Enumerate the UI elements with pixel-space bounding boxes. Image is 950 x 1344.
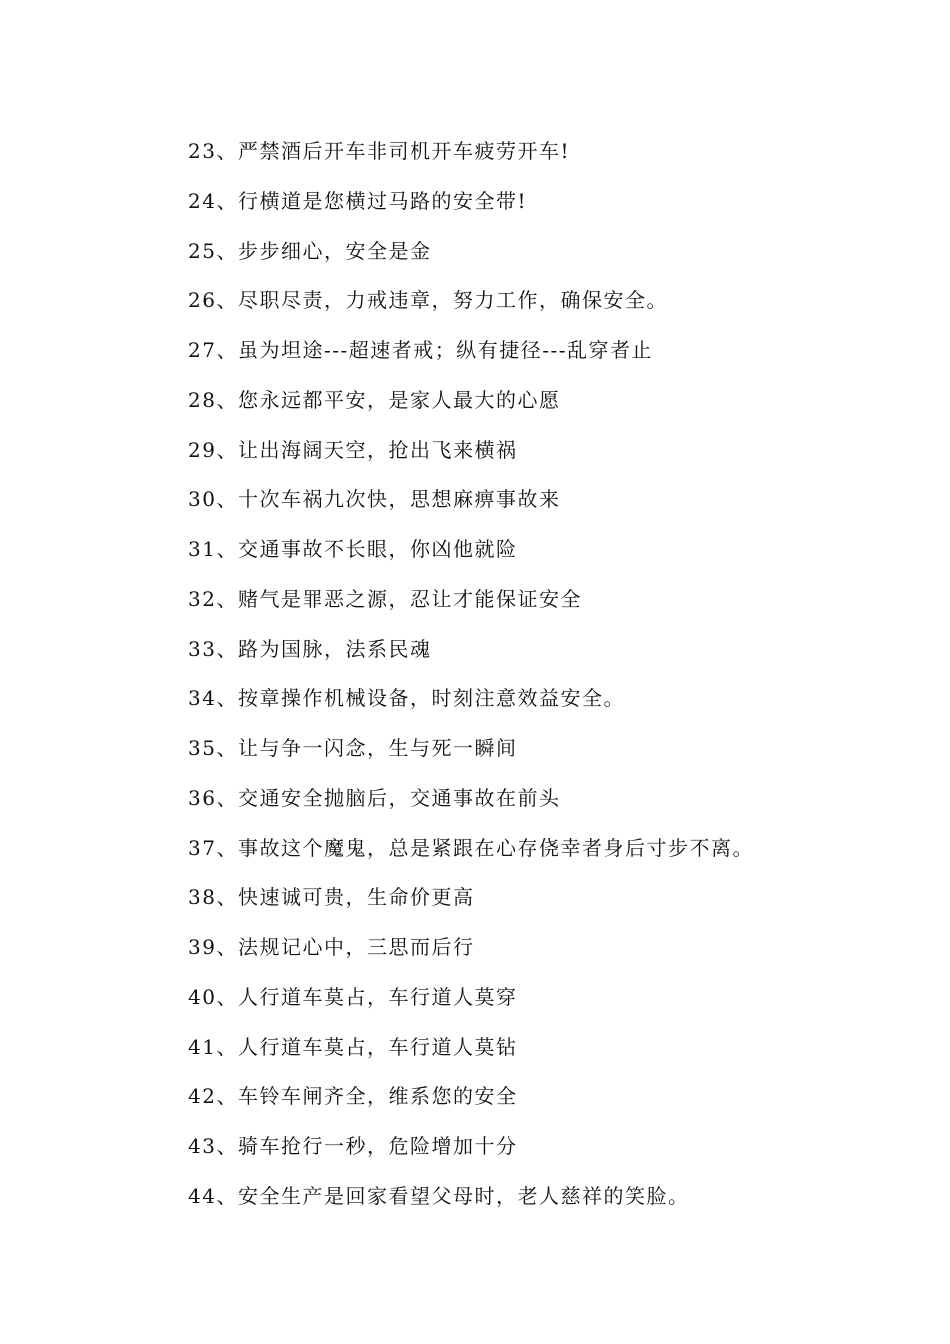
list-item: 24、行横道是您横过马路的安全带! — [188, 188, 527, 213]
list-item: 33、路为国脉，法系民魂 — [188, 636, 432, 661]
list-item: 41、人行道车莫占，车行道人莫钻 — [188, 1034, 518, 1059]
list-item: 31、交通事故不长眼，你凶他就险 — [188, 537, 518, 561]
list-item: 27、虽为坦途---超速者戒；纵有捷径---乱穿者止 — [188, 338, 653, 362]
list-item: 30、十次车祸九次快，思想麻痹事故来 — [188, 487, 561, 512]
list-item: 37、事故这个魔鬼，总是紧跟在心存侥幸者身后寸步不离。 — [188, 835, 754, 860]
list-item: 25、步步细心，安全是金 — [188, 238, 432, 263]
list-item: 38、快速诚可贵，生命价更高 — [188, 885, 475, 910]
list-item: 39、法规记心中，三思而后行 — [188, 935, 475, 959]
list-item: 34、按章操作机械设备，时刻注意效益安全。 — [188, 686, 625, 711]
list-item: 29、让出海阔天空，抢出飞来横祸 — [188, 437, 518, 462]
list-item: 32、赌气是罪恶之源，忍让才能保证安全 — [188, 586, 582, 611]
list-item: 35、让与争一闪念，生与死一瞬间 — [188, 736, 518, 760]
list-item: 44、安全生产是回家看望父母时，老人慈祥的笑脸。 — [188, 1183, 690, 1208]
list-item: 42、车铃车闸齐全，维系您的安全 — [188, 1084, 518, 1109]
list-item: 36、交通安全抛脑后，交通事故在前头 — [188, 785, 561, 810]
list-item: 40、人行道车莫占，车行道人莫穿 — [188, 984, 518, 1009]
list-item: 26、尽职尽责，力戒违章，努力工作，确保安全。 — [188, 288, 668, 313]
list-item: 23、严禁酒后开车非司机开车疲劳开车! — [188, 139, 570, 163]
list-item: 43、骑车抢行一秒，危险增加十分 — [188, 1134, 518, 1158]
list-item: 28、您永远都平安，是家人最大的心愿 — [188, 387, 561, 412]
slogan-list — [188, 133, 908, 1228]
